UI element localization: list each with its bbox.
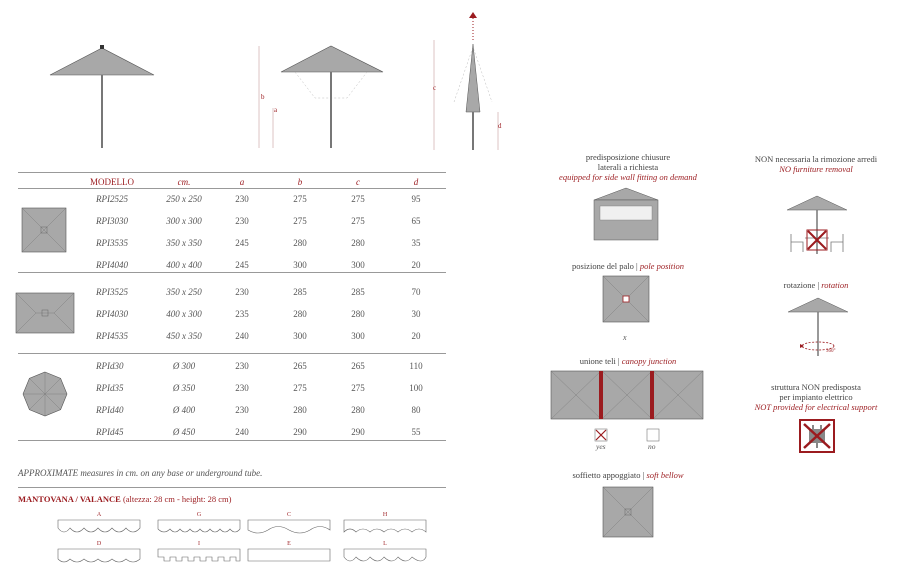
cell-a: 230 [235,194,249,204]
cell-model: RPI4030 [96,309,128,319]
cell-b: 265 [293,361,307,371]
no-checkbox-icon [647,429,659,441]
cell-a: 235 [235,309,249,319]
no-label: no [648,442,656,451]
valance-shape-e [248,549,332,567]
valance-letter: G [196,512,202,518]
canopy-junction-icon [551,371,703,419]
cell-b: 285 [293,287,307,297]
cell-a: 245 [235,238,249,248]
cell-a: 240 [235,427,249,437]
canopy-junction-en: canopy junction [621,356,677,366]
rotation-it: rotazione | [783,280,822,290]
cell-b: 280 [293,405,307,415]
header-cm: cm. [177,177,191,187]
cell-d: 20 [411,260,421,270]
cell-cm: 300 x 300 [166,216,202,226]
cell-d: 95 [411,194,421,204]
header-b: b [297,177,303,187]
pole-position-en: pole position [639,261,684,271]
note-rule [18,487,446,488]
cell-d: 55 [411,427,421,437]
cell-c: 275 [351,216,365,226]
pole-position-mark: x [623,333,627,342]
cell-cm: 350 x 350 [166,238,202,248]
valance-letter: A [96,512,102,518]
cell-a: 230 [235,361,249,371]
cell-cm: Ø 300 [172,361,196,371]
group2-rule [18,353,446,354]
no-electrical-icon [800,420,834,452]
cell-c: 290 [351,427,365,437]
valance-letter: L [383,541,387,547]
soft-bellow-en: soft bellow [646,470,684,480]
rotation-en: rotation [821,280,849,290]
cell-b: 300 [293,260,307,270]
header-d: d [413,177,419,187]
no-removal-it: NON necessaria la rimozione arredi [754,154,878,164]
cell-b: 290 [293,427,307,437]
no-removal-icon [785,190,849,256]
cell-a: 230 [235,383,249,393]
cell-a: 230 [235,216,249,226]
no-removal-en: NO furniture removal [779,164,853,174]
dim-label-a: a [274,106,278,114]
dim-label-d: d [498,122,502,130]
cell-d: 35 [411,238,421,248]
cell-model: RPI3525 [96,287,128,297]
valance-letter: E [287,541,291,547]
valance-shape-c [248,520,332,538]
side-wall-en: equipped for side wall fitting on demand [559,172,697,182]
cell-model: RPI3535 [96,238,128,248]
pole-position-it: posizione del palo | [572,261,640,271]
header-rule [18,188,446,189]
cell-cm: 250 x 250 [166,194,202,204]
dim-label-b: b [261,93,265,101]
electrical-caption [736,382,896,412]
valance-letter: D [96,541,102,547]
header-model: MODELLO [90,177,134,187]
canopy-junction-caption [548,356,708,366]
rotation-caption [736,280,896,290]
header-c: c [356,177,360,187]
cell-cm: 400 x 400 [166,260,202,270]
cell-b: 275 [293,383,307,393]
cell-c: 280 [351,309,365,319]
pole-position-icon [603,276,649,322]
valance-title: MANTOVANA / VALANCE [18,494,121,504]
cell-d: 80 [411,405,421,415]
cell-d: 65 [411,216,421,226]
cell-c: 275 [351,383,365,393]
cell-d: 100 [409,383,423,393]
cell-c: 300 [351,260,365,270]
approximate-note: APPROXIMATE measures in cm. on any base or underground tube. [18,468,263,478]
cell-model: RPI4040 [96,260,128,270]
group3-rule [18,440,446,441]
cell-cm: Ø 350 [172,383,196,393]
cell-b: 280 [293,309,307,319]
cell-c: 275 [351,194,365,204]
umbrella-dimension-drawing [255,38,395,153]
yes-checkbox-icon [595,429,607,441]
cell-cm: 400 x 300 [166,309,202,319]
cell-cm: Ø 450 [172,427,196,437]
soft-bellow-caption [548,470,708,480]
side-wall-icon [594,188,658,240]
cell-a: 230 [235,287,249,297]
cell-cm: Ø 400 [172,405,196,415]
cell-b: 300 [293,331,307,341]
dim-label-c: c [433,84,437,92]
side-wall-caption [548,152,708,182]
valance-letter: H [382,512,388,518]
valance-subtitle: (altezza: 28 cm - height: 28 cm) [122,494,232,504]
umbrella-open-drawing [50,40,160,150]
valance-shape-h [344,520,428,538]
cell-d: 70 [411,287,421,297]
valance-heading [18,494,232,504]
round-canopy-icon [23,372,67,416]
soft-bellow-it: soffietto appoggiato | [572,470,647,480]
valance-shape-d [58,549,142,567]
umbrella-closed-drawing [430,12,510,152]
cell-model: RPId40 [96,405,124,415]
cell-c: 280 [351,405,365,415]
square-canopy-icon [22,208,66,252]
electrical-en: NOT provided for electrical support [754,402,878,412]
table-top-rule [18,172,446,173]
cell-c: 300 [351,331,365,341]
cell-a: 245 [235,260,249,270]
valance-shape-l [344,549,428,567]
cell-b: 275 [293,194,307,204]
valance-shape-i [158,549,242,567]
cell-d: 110 [409,361,423,371]
cell-model: RPId30 [96,361,124,371]
valance-letter: I [198,541,200,547]
yes-label: yes [596,442,606,451]
rotation-icon [786,296,850,358]
canopy-junction-it: unione teli | [579,356,622,366]
cell-c: 280 [351,238,365,248]
side-wall-it: predisposizione chiusure laterali a richiesta [585,152,671,172]
cell-b: 280 [293,238,307,248]
pole-position-caption [548,261,708,271]
soft-bellow-icon [603,487,653,537]
valance-shape-g [158,520,242,538]
cell-model: RPI2525 [96,194,128,204]
cell-d: 30 [411,309,421,319]
rotation-degrees: 360° [826,349,836,354]
header-a: a [239,177,245,187]
cell-d: 20 [411,331,421,341]
cell-model: RPI3030 [96,216,128,226]
cell-cm: 450 x 350 [166,331,202,341]
cell-a: 230 [235,405,249,415]
rect-canopy-icon [16,293,74,333]
cell-model: RPId35 [96,383,124,393]
cell-c: 265 [351,361,365,371]
valance-shape-a [58,520,142,538]
cell-cm: 350 x 250 [166,287,202,297]
valance-letter: C [286,512,291,518]
electrical-it: struttura NON predisposta per impianto elettrico [771,382,861,402]
cell-a: 240 [235,331,249,341]
cell-b: 275 [293,216,307,226]
cell-model: RPId45 [96,427,124,437]
cell-model: RPI4535 [96,331,128,341]
cell-c: 285 [351,287,365,297]
no-removal-caption [736,154,896,174]
group1-rule [18,272,446,273]
